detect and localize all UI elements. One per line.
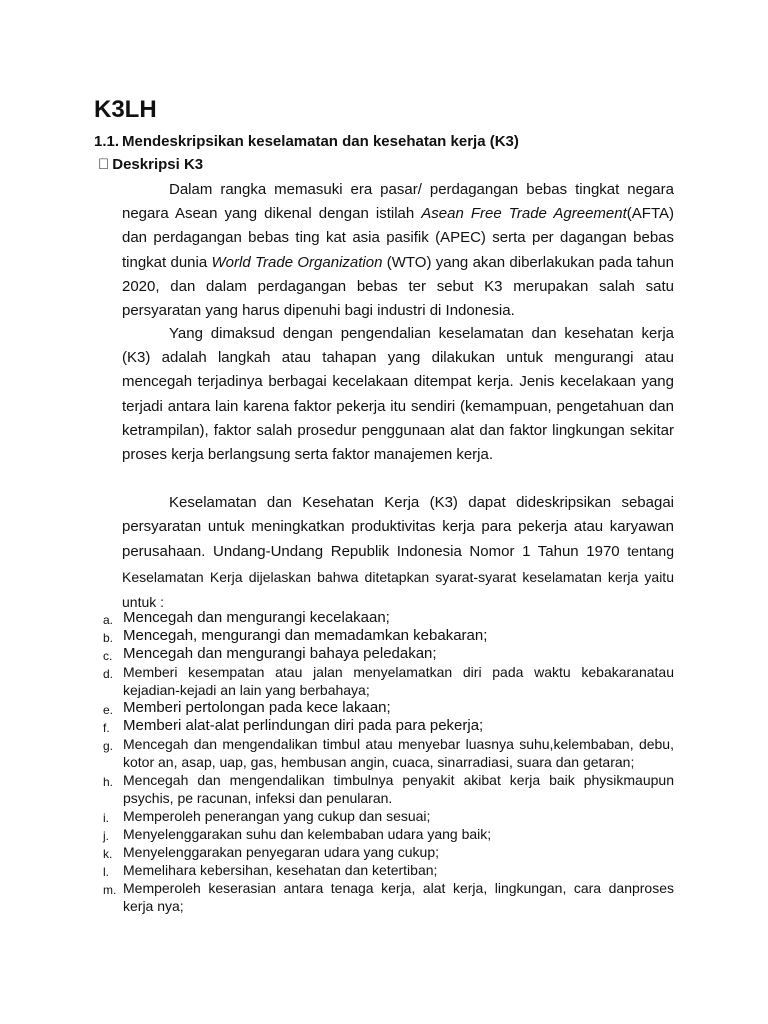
list-item [0,717,674,735]
list-item-text: Memperoleh penerangan yang cukup dan sesuai; [123,808,431,824]
section-heading: 1.1. Mendeskripsikan keselamatan dan kesehatan kerja (K3) [94,133,519,150]
list-marker: i. [103,811,109,825]
list-item [0,645,674,663]
paragraph-3-text-b: tentang Keselamatan Kerja dijelaskan bahwa ditetapkan syarat-syarat keselamatan kerja yaitu untuk : [122,543,674,610]
list-marker: m. [103,883,117,897]
document-title: K3LH [94,96,157,123]
list-item [0,627,674,645]
list-item-text: Mencegah dan mengurangi kecelakaan; [123,609,390,626]
list-item [0,735,674,771]
list-item-text: Mencegah dan mengendalikan timbulnya penyakit akibat kerja baik physikmaupun psychis, pe racunan, infeksi dan penularan. [123,772,674,806]
list-item-text: Memberi kesempatan atau jalan menyelamatkan diri pada waktu kebakaranatau kejadian-kejadi an lain yang berbahaya; [123,664,674,698]
afta-term: Asean Free Trade Agreement [421,205,627,223]
safety-requirements-list [0,609,768,915]
list-marker: h. [103,775,114,789]
list-marker: f. [103,721,110,735]
list-item [0,861,674,879]
list-marker: d. [103,667,114,681]
list-marker: e. [103,703,114,717]
list-item-text: Menyelenggarakan suhu dan kelembaban udara yang baik; [123,826,492,842]
list-item-text: Mencegah dan mengendalikan timbul atau menyebar luasnya suhu,kelembaban, debu, kotor an, asap, uap, gas, hembusan angin, cuaca, sinarradiasi, suara dan getaran; [123,736,674,770]
list-marker: c. [103,649,113,663]
paragraph-3 [122,491,674,615]
list-item [0,699,674,717]
list-item-text: Memelihara kebersihan, kesehatan dan ketertiban; [123,862,438,878]
list-marker: j. [103,829,109,843]
list-item [0,609,674,627]
subsection-heading [98,156,203,173]
list-item-text: Menyelenggarakan penyegaran udara yang cukup; [123,844,440,860]
list-marker: k. [103,847,113,861]
list-marker: g. [103,739,114,753]
list-item [0,843,674,861]
wto-term: World Trade Organization [211,253,383,271]
list-item [0,825,674,843]
paragraph-1-text-c: (WTO) yang akan diberlakukan pada tahun 2020, dan dalam perdagangan bebas ter sebut K3 merupakan salah satu persyaratan yang harus dipenuhi bagi industri di Indonesia. [122,253,674,320]
list-marker: l. [103,865,109,879]
list-marker: a. [103,613,114,627]
list-item-text: Mencegah, mengurangi dan memadamkan kebakaran; [123,627,488,644]
list-item-text: Mencegah dan mengurangi bahaya peledakan; [123,645,437,662]
list-item [0,807,674,825]
list-item [0,663,674,699]
list-item [0,879,674,915]
list-item-text: Memberi pertolongan pada kece lakaan; [123,699,391,716]
list-item-text: Memperoleh keserasian antara tenaga kerja, alat kerja, lingkungan, cara danproses kerja nya; [123,880,674,914]
paragraph-1-text-a: Dalam rangka memasuki era pasar/ perdagangan bebas tingkat negara negara Asean yang dikenal dengan istilah [122,181,674,223]
paragraph-3-text-a: Keselamatan dan Kesehatan Kerja (K3) dapat dideskripsikan sebagai persyaratan untuk meningkatkan produktivitas kerja para pekerja atau karyawan perusahaan. Undang-Undang Republik Indonesia Nomor 1 Tahun 1970 [122,494,674,561]
bullet-box-icon [98,156,109,173]
list-marker: b. [103,631,114,645]
paragraph-1-text-b: (AFTA) dan perdagangan bebas ting kat asia pasifik (APEC) serta per dagangan bebas tingkat dunia [122,205,674,271]
list-item-text: Memberi alat-alat perlindungan diri pada para pekerja; [123,717,484,734]
paragraph-2: Yang dimaksud dengan pengendalian keselamatan dan kesehatan kerja (K3) adalah langkah atau tahapan yang dilakukan untuk mengurangi atau mencegah terjadinya berbagai kecelakaan ditempat kerja. Jenis kecelakaan yang terjadi antara lain karena faktor pekerja itu sendiri (kemampuan, pengetahuan dan ketrampilan), faktor salah prosedur penggunaan alat dan faktor lingkungan sekitar proses kerja berlangsung serta faktor manajemen kerja. [122,325,674,464]
list-item [0,771,674,807]
paragraph-1 [122,178,674,323]
subsection-label: Deskripsi K3 [101,156,192,173]
